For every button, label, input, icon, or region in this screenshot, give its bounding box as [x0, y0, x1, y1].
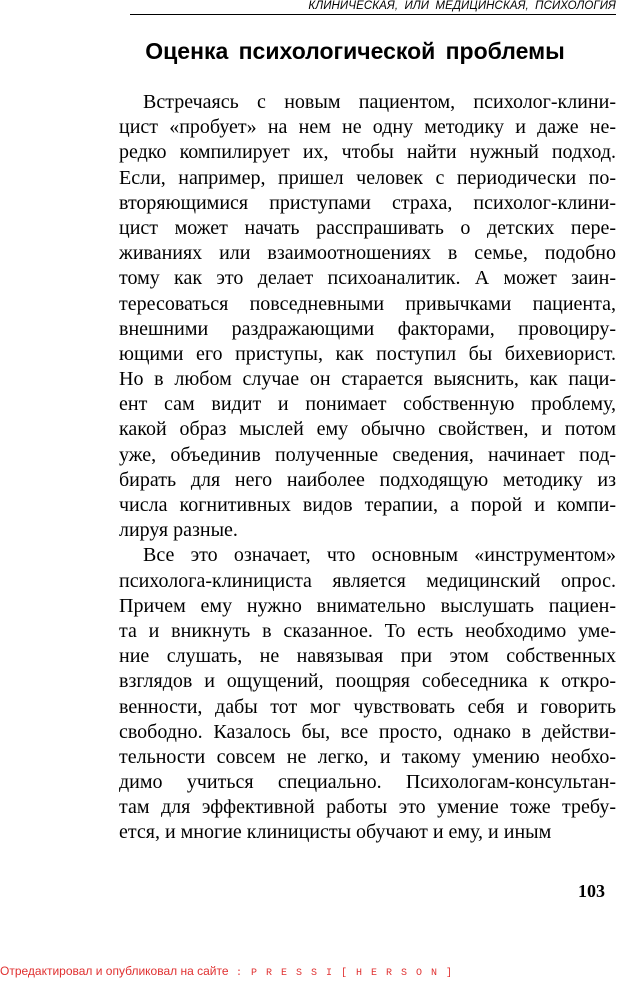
text-line: числа когнитивных видов терапии, а порой и компи-	[119, 494, 616, 516]
text-line: цист может начать расспрашивать о детских пере-	[119, 216, 616, 239]
text-line: какой образ мыслей ему обычно свойствен, и потом	[119, 418, 616, 441]
text-line: ется, и многие клиницисты обучают и ему, и иным	[119, 821, 552, 844]
running-header	[130, 0, 616, 15]
page-number: 103	[578, 881, 605, 901]
text-line: венности, дабы тот мог чувствовать себя и говорить	[119, 695, 616, 718]
credit-brand[interactable]: : P R E S S I [ H E R S O N ]	[228, 968, 454, 979]
text-line: ние слушать, не навязывая при этом собственных	[119, 645, 616, 668]
text-line: там для эффективной работы это умение тоже требу-	[119, 796, 616, 819]
paragraph	[119, 90, 616, 543]
text-line: свободно. Казалось бы, все просто, однако в действи-	[119, 720, 616, 743]
text-line: редко компилирует их, чтобы найти нужный подход.	[119, 141, 616, 164]
text-line: ющими его приступы, как поступил бы бихевиорист.	[119, 342, 616, 365]
text-line: тому как это делает психоаналитик. А может заин-	[119, 267, 616, 290]
paragraph	[119, 543, 616, 845]
text-line: Причем ему нужно внимательно выслушать пациен-	[119, 594, 616, 617]
text-line: димо учиться специально. Психологам-консультан-	[119, 771, 616, 794]
text-line: взглядов и ощущений, поощряя собеседника к откро-	[119, 670, 616, 693]
text-line: лируя разные.	[119, 519, 238, 542]
text-line: живаниях или взаимоотношениях в семье, подобно	[119, 242, 616, 265]
publisher-credit[interactable]	[0, 964, 454, 981]
text-line: Встречаясь с новым пациентом, психолог-клини-	[143, 91, 616, 113]
credit-text: Отредактировал и опубликовал на сайте	[0, 964, 229, 978]
running-header-title: КЛИНИЧЕСКАЯ, ИЛИ МЕДИЦИНСКАЯ, ПСИХОЛОГИЯ	[308, 0, 616, 12]
text-line: цист «пробует» на нем не одну методику и даже не-	[119, 116, 616, 139]
text-line: бирать для него наиболее подходящую методику из	[119, 468, 616, 491]
text-line: внешними раздражающими факторами, провоциру-	[119, 317, 616, 340]
text-line: тельности совсем не легко, и такому умению необхо-	[119, 745, 616, 768]
text-line: психолога-клинициста является медицинский опрос.	[119, 569, 616, 592]
text-line: ент сам видит и понимает собственную проблему,	[119, 393, 616, 416]
section-title: Оценка психологической проблемы	[145, 38, 565, 64]
body-text	[119, 90, 616, 846]
text-line: тересоваться повседневными привычками пациента,	[119, 292, 616, 315]
text-line: Если, например, пришел человек с периодически по-	[119, 166, 616, 189]
text-line: уже, объединив полученные сведения, начинает под-	[119, 443, 616, 466]
text-line: Все это означает, что основным «инструментом»	[143, 544, 616, 567]
text-line: та и вникнуть в сказанное. То есть необходимо уме-	[119, 619, 616, 642]
text-line: вторяющимися приступами страха, психолог-клини-	[119, 191, 616, 214]
text-line: Но в любом случае он старается выяснить, как паци-	[119, 368, 616, 391]
